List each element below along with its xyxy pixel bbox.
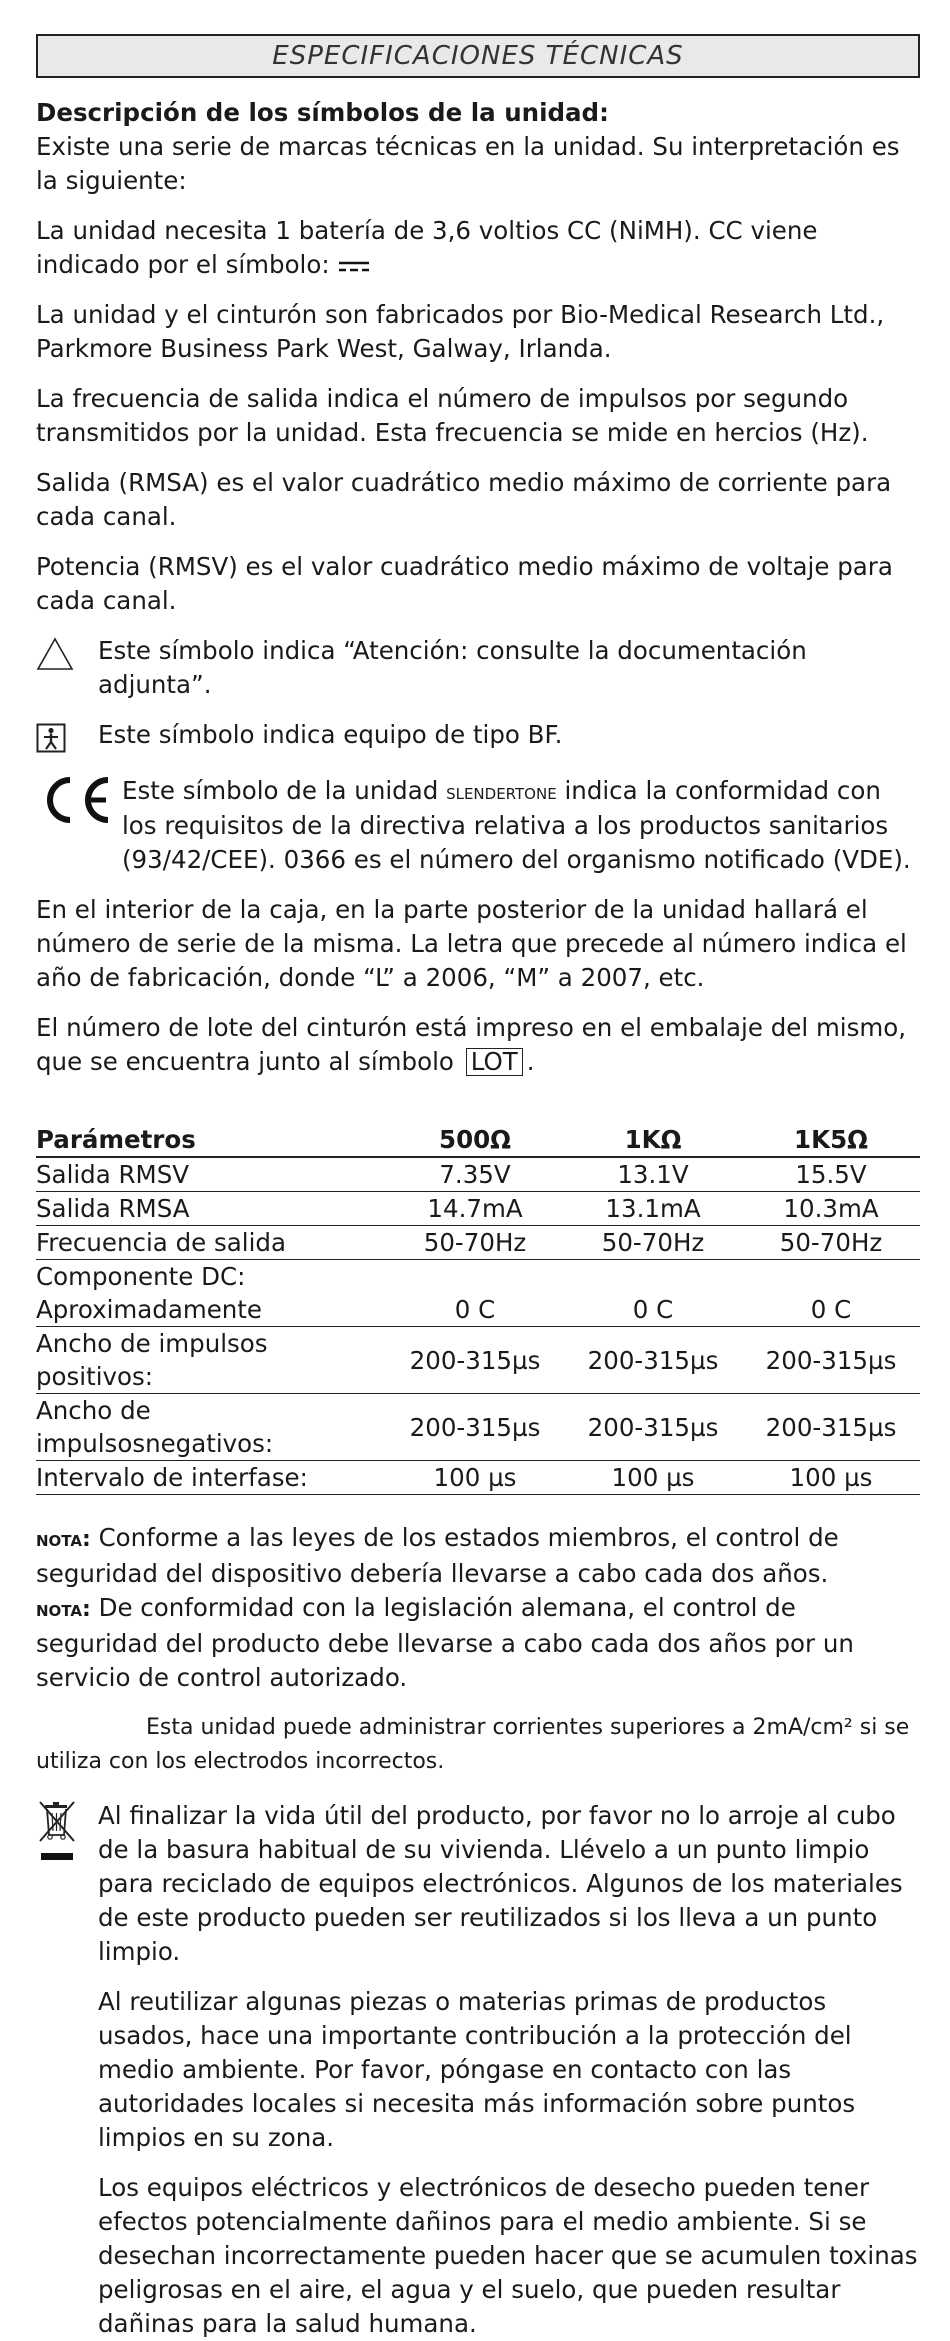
symbols-heading: Descripción de los símbolos de la unidad: bbox=[36, 98, 609, 127]
dc-symbol-icon bbox=[337, 258, 371, 274]
nota-2-text: De conformidad con la legislación alemana, el control de seguridad del producto debe llevarse a cabo cada dos años por un servicio de control autorizado. bbox=[36, 1593, 854, 1692]
table-row bbox=[36, 1327, 920, 1394]
table-cell: Intervalo de interfase: bbox=[36, 1461, 386, 1495]
table-cell: 13.1mA bbox=[564, 1192, 742, 1226]
nota-1 bbox=[36, 1521, 920, 1591]
table-cell: Salida RMSA bbox=[36, 1192, 386, 1226]
table-cell: 100 µs bbox=[564, 1461, 742, 1495]
warning-symbol-row bbox=[36, 634, 920, 702]
ce-brand-name: slendertone bbox=[446, 780, 557, 804]
intro-paragraph: Existe una serie de marcas técnicas en la unidad. Su interpretación es la siguiente: bbox=[36, 132, 900, 195]
lot-text: El número de lote del cinturón está impreso en el embalaje del mismo, que se encuentra junto al símbolo bbox=[36, 1013, 907, 1076]
ce-text-after: indica la conformidad con los requisitos de la directiva relativa a los productos sanitarios (93/42/CEE). 0366 es el número del organismo notificado (VDE). bbox=[122, 776, 911, 874]
table-cell: 13.1V bbox=[564, 1157, 742, 1192]
table-cell bbox=[386, 1260, 564, 1294]
table-cell: 100 µs bbox=[742, 1461, 920, 1495]
page-title: ESPECIFICACIONES TÉCNICAS bbox=[36, 34, 920, 78]
frequency-paragraph: La frecuencia de salida indica el número de impulsos por segundo transmitidos por la unidad. Esta frecuencia se mide en hercios (Hz). bbox=[36, 384, 869, 447]
table-cell: Ancho de impulsos positivos: bbox=[36, 1327, 386, 1394]
current-warning: Esta unidad puede administrar corrientes superiores a 2mA/cm² si se utiliza con los electrodos incorrectos. bbox=[36, 1715, 910, 1774]
table-cell: 7.35V bbox=[386, 1157, 564, 1192]
weee-paragraph-3: Los equipos eléctricos y electrónicos de desecho pueden tener efectos potencialmente dañinos para el medio ambiente. Si se desechan incorrectamente pueden hacer que se acumulen toxinas peligrosas en el aire, el agua y el suelo, que pueden resultar dañinas para la salud humana. bbox=[98, 2173, 918, 2338]
warning-symbol-text: Este símbolo indica “Atención: consulte la documentación adjunta”. bbox=[98, 636, 807, 699]
table-header-row bbox=[36, 1123, 920, 1157]
document-page bbox=[36, 34, 920, 2341]
ce-symbol-text bbox=[122, 774, 920, 877]
table-cell: Frecuencia de salida bbox=[36, 1226, 386, 1260]
table-row bbox=[36, 1461, 920, 1495]
bf-symbol-row bbox=[36, 718, 920, 758]
ce-symbol-row bbox=[36, 774, 920, 877]
weee-paragraph-2: Al reutilizar algunas piezas o materias primas de productos usados, hace una importante contribución a la protección del medio ambiente. Por favor, póngase en contacto con las autoridades locales si necesita más información sobre puntos limpios en su zona. bbox=[98, 1987, 856, 2152]
table-cell: Componente DC: bbox=[36, 1262, 246, 1291]
specifications-table bbox=[36, 1123, 920, 1495]
table-cell: Aproximadamente bbox=[36, 1293, 386, 1327]
lot-paragraph bbox=[36, 1011, 920, 1079]
table-cell: 200-315µs bbox=[564, 1394, 742, 1461]
battery-text: La unidad necesita 1 batería de 3,6 voltios CC (NiMH). CC viene indicado por el símbolo: bbox=[36, 216, 818, 279]
nota-label: nota: bbox=[36, 1597, 91, 1622]
table-row bbox=[36, 1394, 920, 1461]
weee-paragraph-1: Al finalizar la vida útil del producto, por favor no lo arroje al cubo de la basura habitual de su vivienda. Llévelo a un punto limpio para reciclado de equipos electrónicos. Algunos de los materiales de este producto pueden ser reutilizados si los lleva a un punto limpio. bbox=[98, 1801, 903, 1966]
ce-text-before: Este símbolo de la unidad bbox=[122, 776, 439, 805]
table-cell bbox=[742, 1260, 920, 1294]
table-cell: 50-70Hz bbox=[386, 1226, 564, 1260]
battery-paragraph bbox=[36, 214, 920, 282]
table-row bbox=[36, 1293, 920, 1327]
table-cell: Ancho de impulsosnegativos: bbox=[36, 1394, 386, 1461]
table-cell: 200-315µs bbox=[564, 1327, 742, 1394]
table-cell: 200-315µs bbox=[742, 1394, 920, 1461]
weee-section bbox=[36, 1799, 920, 2341]
table-cell: 0 C bbox=[742, 1293, 920, 1327]
table-cell: 200-315µs bbox=[386, 1394, 564, 1461]
table-row bbox=[36, 1260, 920, 1294]
nota-2 bbox=[36, 1591, 920, 1695]
bf-symbol-text: Este símbolo indica equipo de tipo BF. bbox=[98, 720, 563, 749]
table-cell: 200-315µs bbox=[386, 1327, 564, 1394]
table-header-cell: Parámetros bbox=[36, 1123, 386, 1157]
table-cell: 200-315µs bbox=[742, 1327, 920, 1394]
table-cell: 50-70Hz bbox=[564, 1226, 742, 1260]
table-header-cell: 500Ω bbox=[386, 1123, 564, 1157]
table-cell: 0 C bbox=[386, 1293, 564, 1327]
rmsv-paragraph: Potencia (RMSV) es el valor cuadrático medio máximo de voltaje para cada canal. bbox=[36, 552, 893, 615]
nota-1-text: Conforme a las leyes de los estados miembros, el control de seguridad del dispositivo debería llevarse a cabo cada dos años. bbox=[36, 1523, 839, 1588]
weee-bin-icon bbox=[36, 1799, 78, 1879]
bf-type-icon bbox=[36, 723, 66, 753]
table-row bbox=[36, 1157, 920, 1192]
serial-paragraph: En el interior de la caja, en la parte posterior de la unidad hallará el número de serie de la misma. La letra que precede al número indica el año de fabricación, donde “L” a 2006, “M” a 2007, etc. bbox=[36, 895, 907, 992]
table-row bbox=[36, 1192, 920, 1226]
table-cell: Salida RMSV bbox=[36, 1157, 386, 1192]
table-header-cell: 1K5Ω bbox=[742, 1123, 920, 1157]
lot-text-end: . bbox=[526, 1047, 535, 1076]
table-cell: 10.3mA bbox=[742, 1192, 920, 1226]
table-cell: 15.5V bbox=[742, 1157, 920, 1192]
ce-mark-icon bbox=[36, 774, 114, 826]
lot-symbol: LOT bbox=[466, 1048, 523, 1076]
table-header-cell: 1KΩ bbox=[564, 1123, 742, 1157]
rmsa-paragraph: Salida (RMSA) es el valor cuadrático medio máximo de corriente para cada canal. bbox=[36, 468, 892, 531]
table-row bbox=[36, 1226, 920, 1260]
nota-label: nota: bbox=[36, 1527, 91, 1552]
table-cell: 0 C bbox=[564, 1293, 742, 1327]
warning-triangle-icon bbox=[36, 637, 74, 671]
table-cell: 50-70Hz bbox=[742, 1226, 920, 1260]
table-cell: 100 µs bbox=[386, 1461, 564, 1495]
table-cell: 14.7mA bbox=[386, 1192, 564, 1226]
manufacturer-paragraph: La unidad y el cinturón son fabricados por Bio-Medical Research Ltd., Parkmore Business Park West, Galway, Irlanda. bbox=[36, 300, 885, 363]
table-cell bbox=[564, 1260, 742, 1294]
